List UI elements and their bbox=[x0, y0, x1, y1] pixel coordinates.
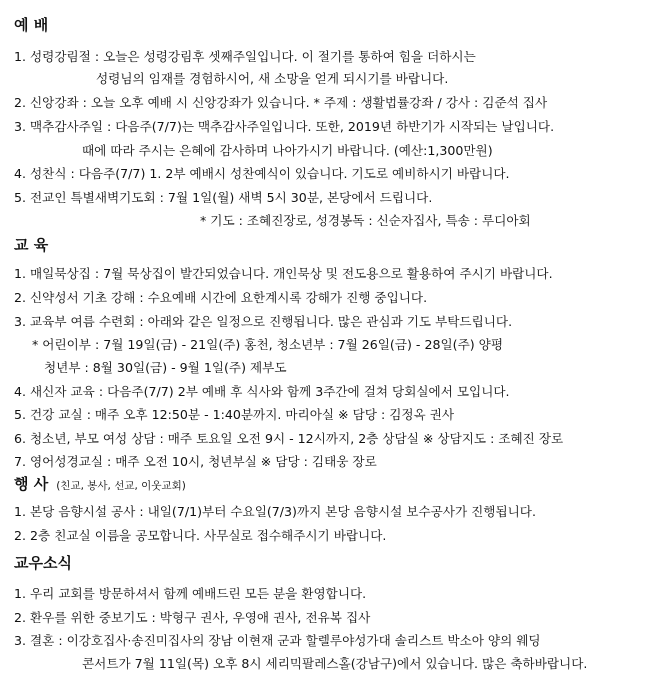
worship-line-2: 2. 신앙강좌 : 오늘 오후 예배 시 신앙강좌가 있습니다. * 주제 : 생활법률강좌 / 강사 : 김준석 집사 bbox=[14, 95, 548, 110]
section-heading-worship: 예 배 bbox=[14, 16, 49, 34]
worship-line-5: 5. 전교인 특별새벽기도회 : 7월 1일(월) 새벽 5시 30분, 본당에서 드립니다. bbox=[14, 190, 433, 205]
education-line-3-sub-1: * 어린이부 : 7월 19일(금) - 21일(주) 홍천, 청소년부 : 7월 26일(금) - 28일(주) 양평 bbox=[32, 337, 503, 352]
education-line-3-sub-2: 청년부 : 8월 30일(금) - 9월 1일(주) 제부도 bbox=[44, 360, 287, 375]
events-subheading: (친교, 봉사, 선교, 이웃교회) bbox=[56, 480, 186, 492]
news-line-1: 1. 우리 교회를 방문하셔서 함께 예배드린 모든 분을 환영합니다. bbox=[14, 586, 367, 601]
worship-line-4: 4. 성찬식 : 다음주(7/7) 1. 2부 예배시 성찬예식이 있습니다. 기도로 예비하시기 바랍니다. bbox=[14, 166, 510, 181]
news-line-2: 2. 환우를 위한 중보기도 : 박형구 권사, 우영애 권사, 전유복 집사 bbox=[14, 610, 371, 625]
events-line-2: 2. 2층 친교실 이름을 공모합니다. 사무실로 접수해주시기 바랍니다. bbox=[14, 528, 387, 543]
section-heading-education: 교 육 bbox=[14, 236, 49, 254]
news-line-3: 3. 결혼 : 이강호집사·송진미집사의 장남 이현재 군과 할렐루야성가대 솔리스트 박소아 양의 웨딩 bbox=[14, 633, 541, 648]
news-line-3-cont: 콘서트가 7월 11일(목) 오후 8시 세리믹팔레스홀(강남구)에서 있습니다. 많은 축하바랍니다. bbox=[82, 656, 588, 671]
worship-line-1: 1. 성령강림절 : 오늘은 성령강림후 셋째주일입니다. 이 절기를 통하여 힘을 더하시는 bbox=[14, 49, 476, 64]
education-line-4: 4. 새신자 교육 : 다음주(7/7) 2부 예배 후 식사와 함께 3주간에 걸쳐 당회실에서 모입니다. bbox=[14, 384, 510, 399]
education-line-1: 1. 매일묵상집 : 7월 묵상집이 발간되었습니다. 개인묵상 및 전도용으로 활용하여 주시기 바랍니다. bbox=[14, 266, 553, 281]
education-line-2: 2. 신약성서 기초 강해 : 수요예배 시간에 요한계시록 강해가 진행 중입니다. bbox=[14, 290, 428, 305]
worship-line-5-cont: * 기도 : 조혜진장로, 성경봉독 : 신순자집사, 특송 : 루디아회 bbox=[200, 213, 531, 228]
worship-line-3-cont: 때에 따라 주시는 은혜에 감사하며 나아가시기 바랍니다. (예산:1,300만원) bbox=[82, 143, 493, 158]
education-line-7: 7. 영어성경교실 : 매주 오전 10시, 청년부실 ※ 담당 : 김태웅 장로 bbox=[14, 454, 377, 469]
worship-line-1-cont: 성령님의 임재를 경험하시어, 새 소망을 얻게 되시기를 바랍니다. bbox=[96, 71, 449, 86]
worship-line-3: 3. 맥추감사주일 : 다음주(7/7)는 맥추감사주일입니다. 또한, 2019년 하반기가 시작되는 날입니다. bbox=[14, 119, 555, 134]
section-heading-news: 교우소식 bbox=[14, 554, 72, 572]
events-line-1: 1. 본당 음향시설 공사 : 내일(7/1)부터 수요일(7/3)까지 본당 음향시설 보수공사가 진행됩니다. bbox=[14, 504, 536, 519]
education-line-5: 5. 건강 교실 : 매주 오후 12:50분 - 1:40분까지. 마리아실 ※ 담당 : 김정옥 권사 bbox=[14, 407, 455, 422]
education-line-3: 3. 교육부 여름 수련회 : 아래와 같은 일정으로 진행됩니다. 많은 관심과 기도 부탁드립니다. bbox=[14, 314, 513, 329]
education-line-6: 6. 청소년, 부모 여성 상담 : 매주 토요일 오전 9시 - 12시까지, 2층 상담실 ※ 상담지도 : 조혜진 장로 bbox=[14, 431, 564, 446]
events-heading-label: 행 사 bbox=[14, 475, 49, 493]
section-heading-events bbox=[14, 473, 186, 494]
